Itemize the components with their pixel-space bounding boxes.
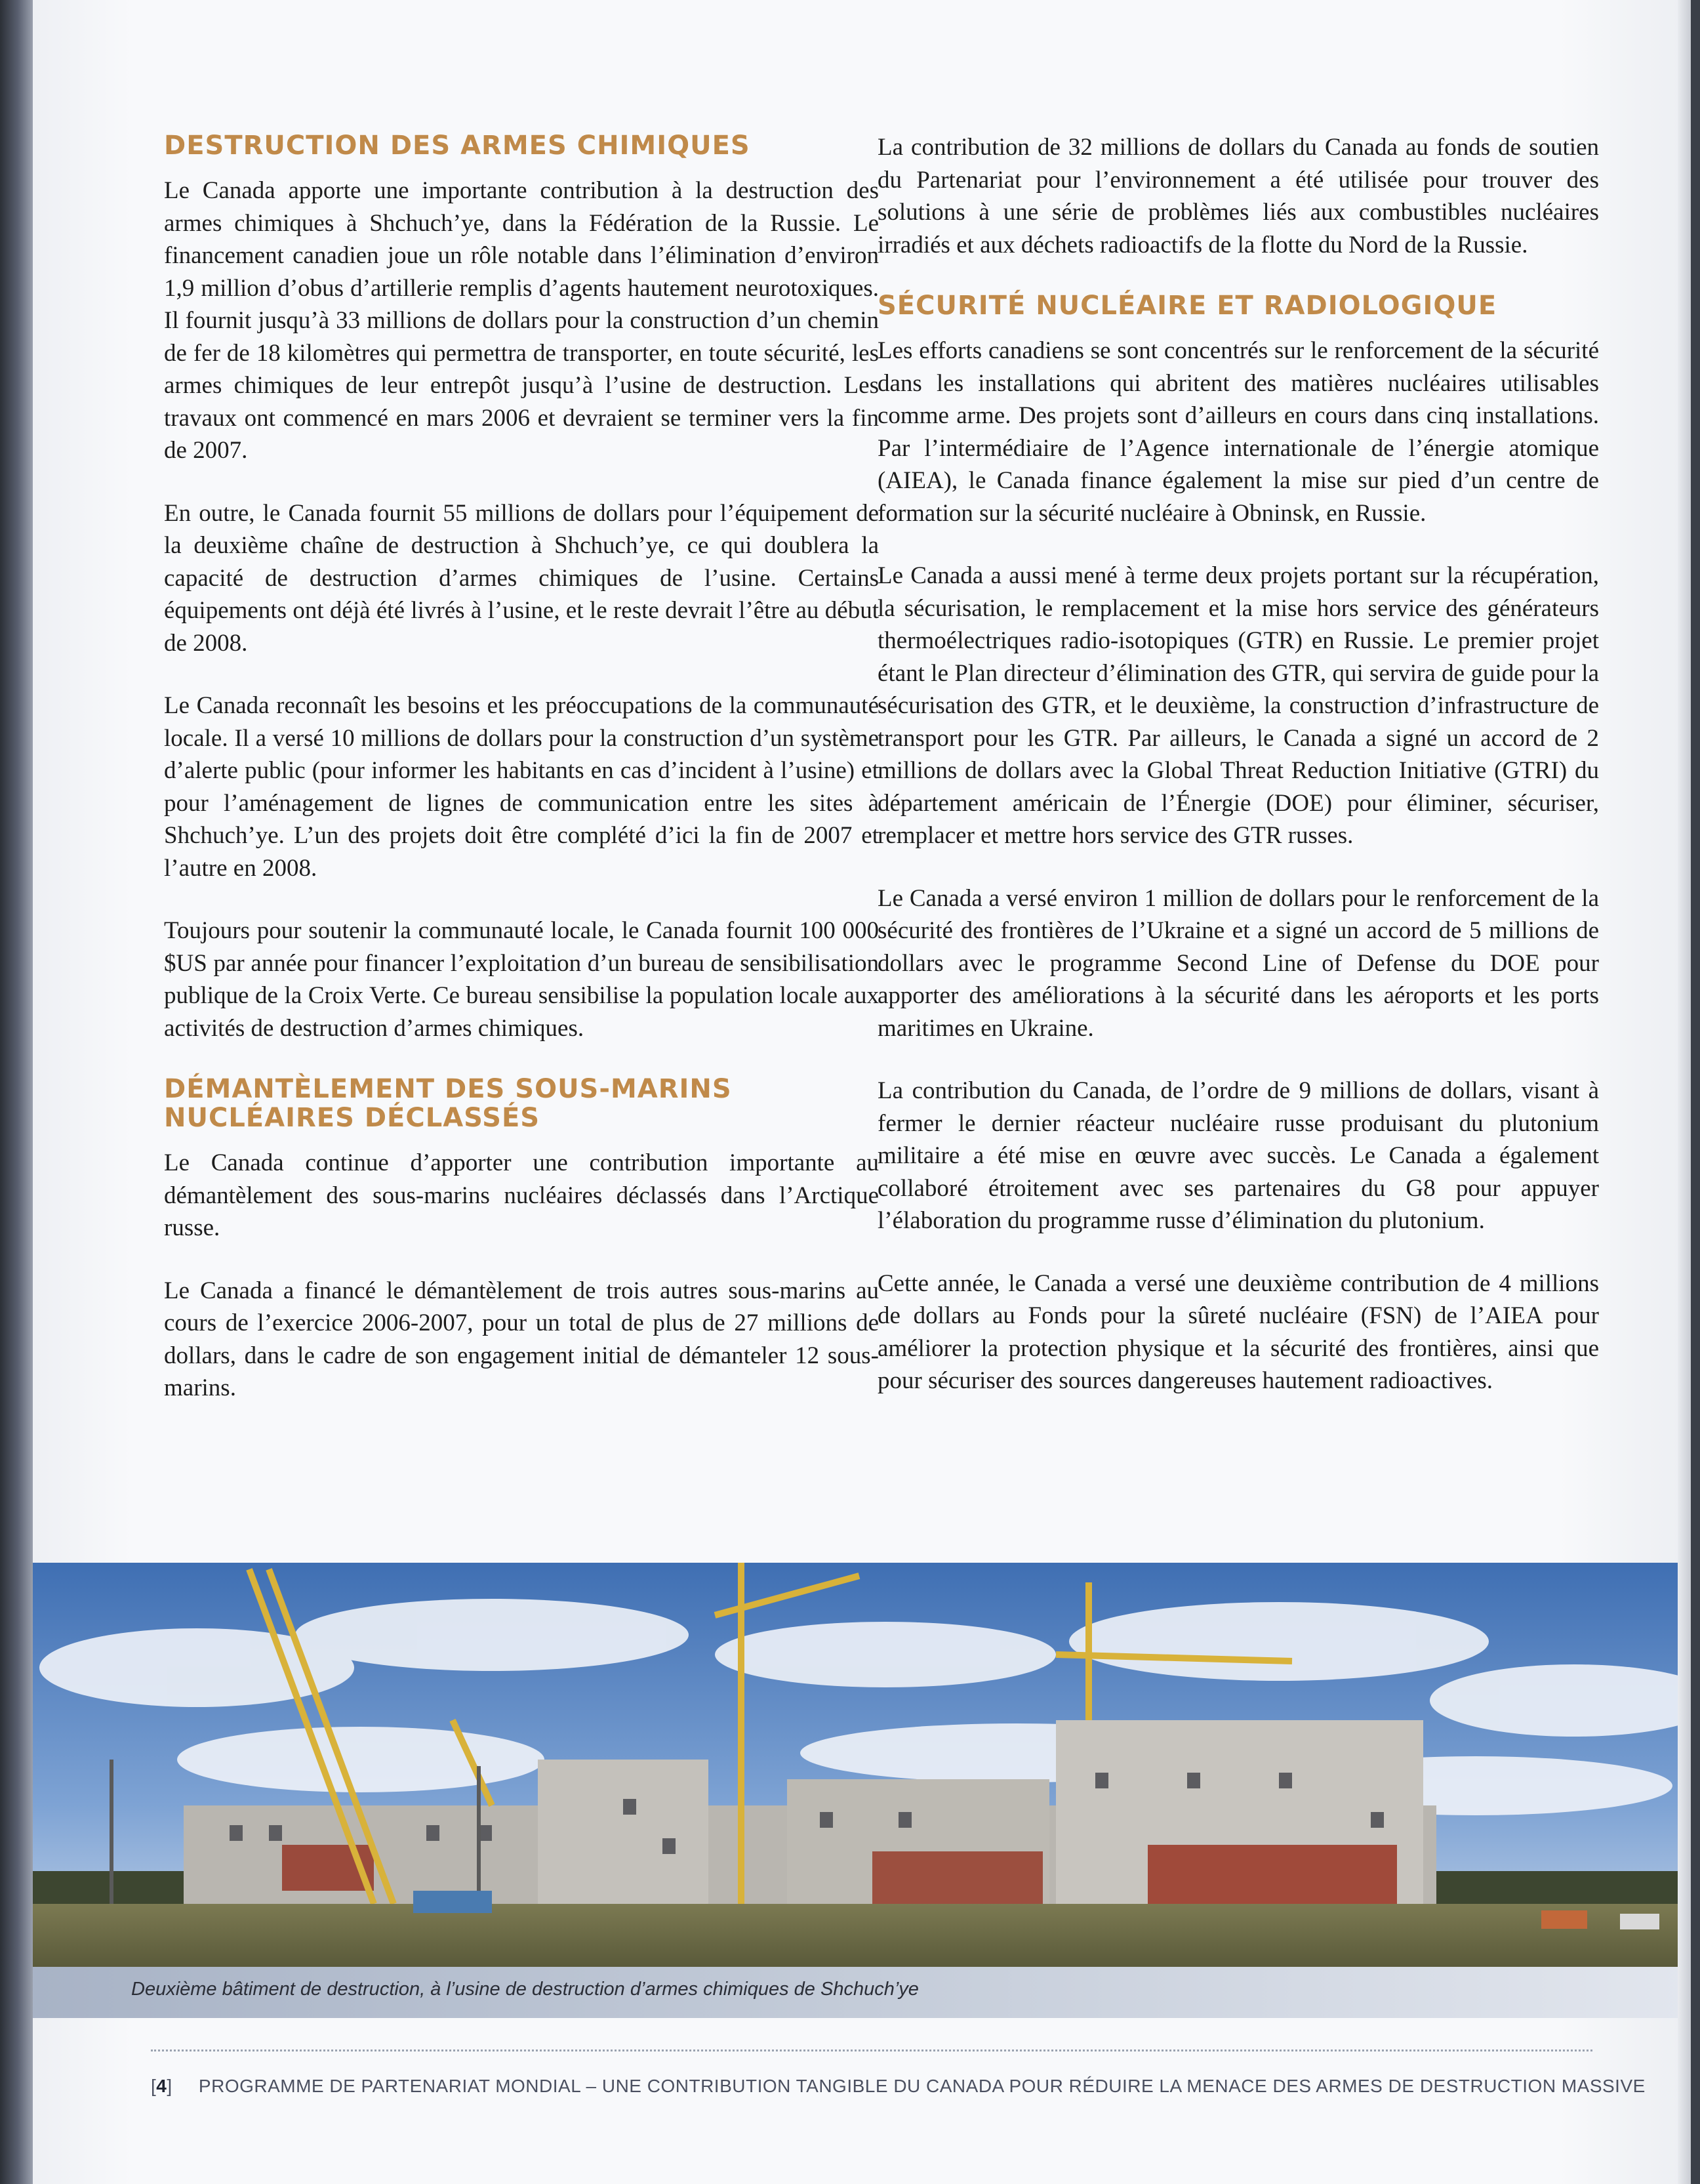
section-heading-chemical: DESTRUCTION DES ARMES CHIMIQUES: [164, 131, 750, 161]
paragraph: Le Canada reconnaît les besoins et les préoccupations de la communauté locale. Il a versé 10 millions de dollars pour la construction d’un système d’alerte public (pour informer les habitants en cas d’incident à l’usine) et pour l’aménagement de lignes de communication entre les sites à Shchuch’ye. L’un des projets doit être complété d’ici la fin de 2007 et l’autre en 2008.: [164, 692, 879, 882]
document-page: [33, 0, 1691, 2184]
paragraph: Toujours pour soutenir la communauté locale, le Canada fournit 100 000 $US par année pour financer l’exploitation d’un bureau de sensibilisation publique de la Croix Verte. Ce bureau sensibilise la population locale aux activités de destruction d’armes chimiques.: [164, 917, 879, 1042]
paragraph: Le Canada a aussi mené à terme deux projets portant sur la récupération, la sécurisation, le remplacement et la mise hors service des générateurs thermoélectriques radio-isotopiques (GTR) en Russie. Le premier projet étant le Plan directeur d’élimination des GTR, qui servira de guide pour la sécurisation des GTR, et le deuxième, la construction d’infrastructure de transport pour les GTR. Par ailleurs, le Canada a signé un accord de 2 millions de dollars avec la Global Threat Reduction Initiative (GTRI) du département américain de l’Énergie (DOE) pour éliminer, sécuriser, remplacer et mettre hors service des GTR russes.: [878, 562, 1599, 849]
page-edge: [1678, 0, 1691, 2184]
paragraph: Le Canada apporte une importante contribution à la destruction des armes chimiques à Shchuch’ye, dans la Fédération de la Russie. Le financement canadien joue un rôle notable dans l’élimination d’environ 1,9 million d’obus d’artillerie remplis d’agents hautement neurotoxiques. Il fournit jusqu’à 33 millions de dollars pour la construction d’un chemin de fer de 18 kilomètres qui permettra de transporter, en toute sécurité, les armes chimiques de leur entrepôt jusqu’à l’usine de destruction. Les travaux ont commencé en mars 2006 et devraient se terminer vers la fin de 2007.: [164, 177, 879, 464]
footer-spacer: [184, 2076, 190, 2096]
binding-spine: [0, 0, 33, 2184]
page-number: 4: [156, 2076, 167, 2096]
photo-caption: Deuxième bâtiment de destruction, à l’usine de destruction d’armes chimiques de Shchuch’ye: [131, 1979, 919, 2000]
paragraph: En outre, le Canada fournit 55 millions de dollars pour l’équipement de la deuxième chaîne de destruction à Shchuch’ye, ce qui doublera la capacité de destruction d’armes chimiques de l’usine. Certains équipements ont déjà été livrés à l’usine, et le reste devrait l’être au début de 2008.: [164, 499, 879, 657]
paragraph: Le Canada a versé environ 1 million de dollars pour le renforcement de la sécurité des frontières de l’Ukraine et a signé un accord de 5 millions de dollars avec le programme Second Line of Defense du DOE pour apporter des améliorations à la sécurité dans les aéroports et les ports maritimes en Ukraine.: [878, 884, 1599, 1042]
paragraph: Les efforts canadiens se sont concentrés sur le renforcement de la sécurité dans les installations qui abritent des matières nucléaires utilisables comme arme. Des projets sont d’ailleurs en cours dans cinq installations. Par l’intermédiaire de l’Agence internationale de l’énergie atomique (AIEA), le Canada finance également la mise sur pied d’un centre de formation sur la sécurité nucléaire à Obninsk, en Russie.: [878, 337, 1599, 527]
right-column: [878, 131, 1599, 1428]
section-heading-nuclear: SÉCURITÉ NUCLÉAIRE ET RADIOLOGIQUE: [878, 291, 1497, 321]
paragraph: Le Canada continue d’apporter une contribution importante au démantèlement des sous-marins nucléaires déclassés dans l’Arctique russe.: [164, 1149, 879, 1241]
page-bracket: ]: [167, 2076, 172, 2096]
paragraph: Cette année, le Canada a versé une deuxième contribution de 4 millions de dollars au Fonds pour la sûreté nucléaire (FSN) de l’AIEA pour améliorer la protection physique et la sécurité des frontières, ainsi que pour sécuriser des sources dangereuses hautement radioactives.: [878, 1269, 1599, 1394]
section-heading-submarines: DÉMANTÈLEMENT DES SOUS-MARINS NUCLÉAIRES DÉCLASSÉS: [164, 1074, 732, 1133]
left-column: [164, 131, 879, 1435]
construction-site-photo: [33, 1563, 1691, 1967]
paragraph: Le Canada a financé le démantèlement de trois autres sous-marins au cours de l’exercice 2006-2007, pour un total de plus de 27 millions de dollars, dans le cadre de son engagement initial de démanteler 12 sous-marins.: [164, 1277, 879, 1401]
footer-divider: [151, 2050, 1592, 2051]
paragraph: La contribution du Canada, de l’ordre de 9 millions de dollars, visant à fermer le dernier réacteur nucléaire russe produisant du plutonium militaire a été mise en œuvre avec succès. Le Canada a également collaboré étroitement avec ses partenaires du G8 pour appuyer l’élaboration du programme russe d’élimination du plutonium.: [878, 1077, 1599, 1234]
footer-title: PROGRAMME DE PARTENARIAT MONDIAL – UNE CONTRIBUTION TANGIBLE DU CANADA POUR RÉDUIRE LA MENACE DES ARMES DE DESTRUCTION MASSIVE: [198, 2076, 1646, 2096]
page-bracket: [: [151, 2076, 157, 2096]
page-footer: [151, 2076, 1646, 2097]
paragraph: La contribution de 32 millions de dollars du Canada au fonds de soutien du Partenariat pour l’environnement a été utilisée pour trouver des solutions à une série de problèmes liés aux combustibles nucléaires irradiés et aux déchets radioactifs de la flotte du Nord de la Russie.: [878, 134, 1599, 258]
